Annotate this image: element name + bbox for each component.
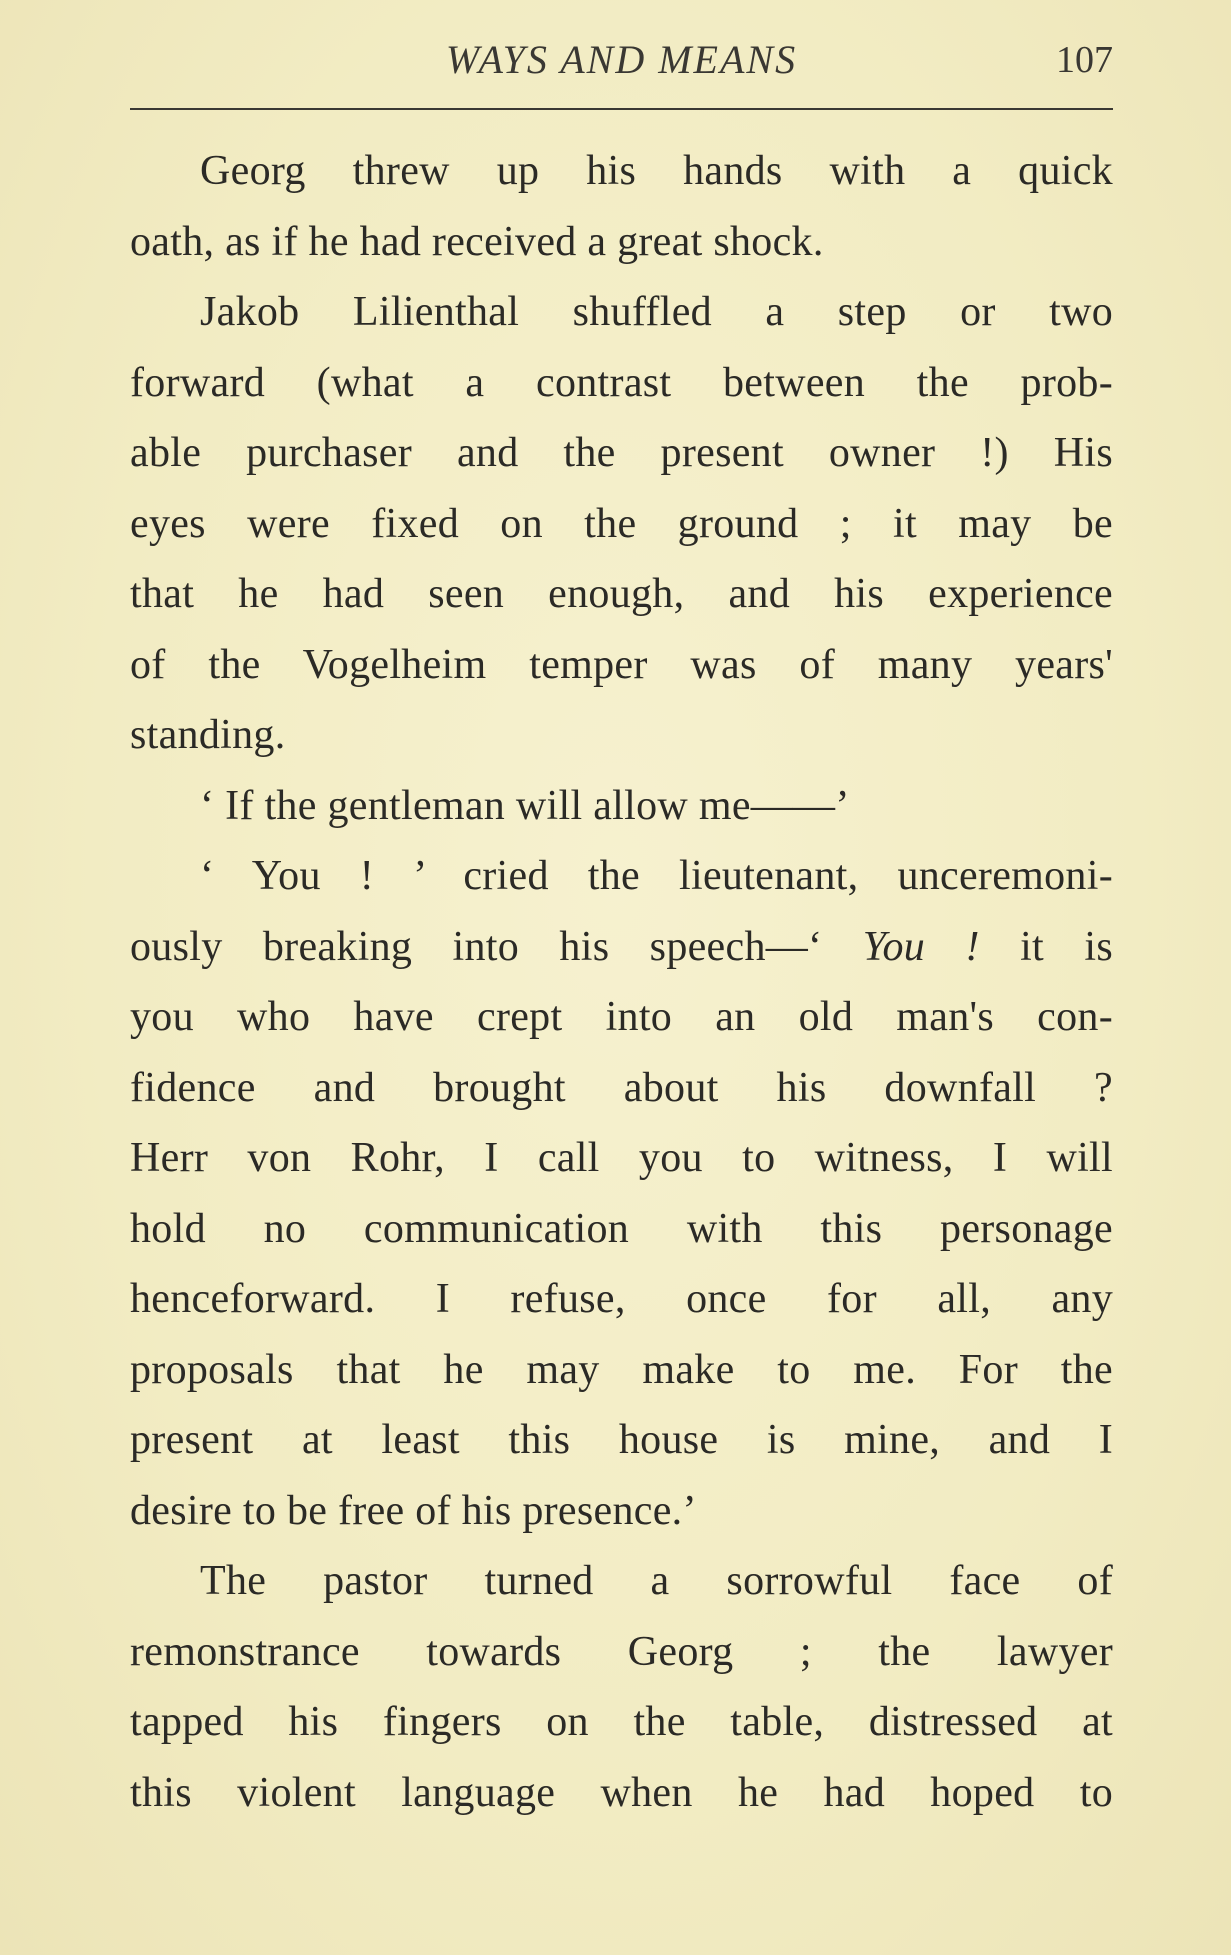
page-header [130,30,1113,90]
text-line: standing. [130,712,286,758]
text-line: this violent language when he had hoped to [130,1769,1113,1816]
text-line: henceforward. I refuse, once for all, any [130,1276,1113,1322]
header-rule [130,108,1113,110]
text-line: hold no communication with this personage [130,1205,1113,1252]
italic-emphasis: You ! [862,923,980,970]
text-line: present at least this house is mine, and I [130,1417,1113,1463]
text-line: Jakob Lilienthal shuffled a step or two [200,289,1113,335]
text-line: you who have crept into an old man's con- [130,994,1113,1040]
text-line: proposals that he may make to me. For the [130,1346,1113,1393]
text-line: eyes were fixed on the ground ; it may be [130,500,1113,547]
text-line: able purchaser and the present owner !) His [130,430,1113,476]
text-line: fidence and brought about his downfall ? [130,1064,1113,1111]
text-line: of the Vogelheim temper was of many years' [130,641,1113,688]
text-line [130,912,1113,983]
text-line: Herr von Rohr, I call you to witness, I will [130,1135,1113,1181]
body-text [130,136,1113,1828]
text-line: ‘ You ! ’ cried the lieutenant, unceremoni- [200,853,1113,899]
text-line: forward (what a contrast between the prob- [130,359,1113,406]
text-line: tapped his fingers on the table, distressed at [130,1699,1113,1745]
text-line: remonstrance towards Georg ; the lawyer [130,1628,1113,1675]
text-line: oath, as if he had received a great shock. [130,218,824,265]
text-line: desire to be free of his presence.’ [130,1487,697,1534]
text-segment: ously breaking into his speech—‘ [130,923,823,970]
text-line: The pastor turned a sorrowful face of [200,1558,1113,1604]
text-line: Georg threw up his hands with a quick [200,148,1113,194]
running-head: WAYS AND MEANS [445,37,798,82]
text-line: ‘ If the gentleman will allow me——’ [200,782,850,829]
text-segment: it is [1020,923,1113,970]
text-line: that he had seen enough, and his experience [130,571,1113,617]
page-number: 107 [1056,39,1113,81]
